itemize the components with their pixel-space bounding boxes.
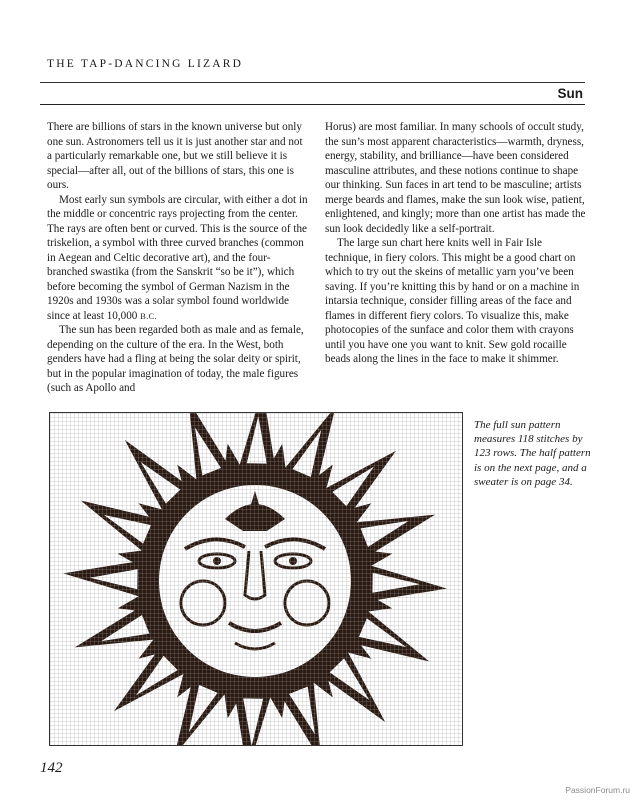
era-abbreviation: B.C.: [140, 310, 157, 321]
sun-chart-graphic: [50, 413, 462, 745]
section-title: Sun: [557, 86, 583, 101]
watermark: PassionForum.ru: [565, 785, 630, 795]
paragraph: [47, 193, 309, 324]
figure-caption: The full sun pattern measures 118 stitches by 123 rows. The half pattern is on the next page, and a sweater is on page 34.: [474, 419, 591, 488]
header-rule-bottom: [40, 104, 585, 105]
page-number: 142: [40, 760, 63, 776]
paragraph: There are billions of stars in the known universe but only one sun. Astronomers tell us it is just another star and not a particularly remarkable one, but we still believe it is special—after all, out of the billions of stars, this one is ours.: [47, 121, 303, 191]
paragraph: The large sun chart here knits well in Fair Isle technique, in fiery colors. This might be a good chart on which to try out the skeins of metallic yarn you’ve been saving. If you’re knitting this by hand or on a machine in intarsia technique, consider filling areas of the face and flames in different fiery colors. To visualize this, make photocopies of the sunface and color them with crayons until you have one you want to knit. Sew gold rocaille beads along the lines in the face to make it shimmer.: [325, 237, 580, 365]
sun-knitting-chart: [49, 412, 463, 746]
running-head: THE TAP-DANCING LIZARD: [47, 58, 244, 70]
paragraph: Horus) are most familiar. In many schools of occult study, the sun’s most apparent characteristics—warmth, dryness, energy, stability, and brilliance—have been considered masculine attributes, and these notions continue to shape our thinking. Sun faces in art tend to be masculine; artists merge beards and flames, make the sun look wise, patient, enlightened, and kingly; more than one artist has made the sun look decidedly like a self-portrait.: [325, 121, 586, 235]
left-column: [47, 120, 309, 396]
paragraph: The sun has been regarded both as male and as female, depending on the culture of the era. In the West, both genders have had a fling at being the solar deity or spirit, but in the popular imagination of today, the male figures (such as Apollo and: [47, 324, 304, 394]
header-rule-top: [40, 82, 585, 83]
stitch-grid: [50, 413, 462, 745]
paragraph-text: Most early sun symbols are circular, with either a dot in the middle or concentric rays projecting from the center. The rays are often bent or curved. This is the source of the triskelion, a symbol with three curved branches (common in Aegean and Celtic decorative art), and the four-branched swastika (from the Sanskrit “so be it”), which before becoming the symbol of German Nazism in the 1920s and 1930s was a solar symbol found worldwide since at least 10,000: [47, 193, 308, 322]
right-column: [325, 120, 587, 367]
